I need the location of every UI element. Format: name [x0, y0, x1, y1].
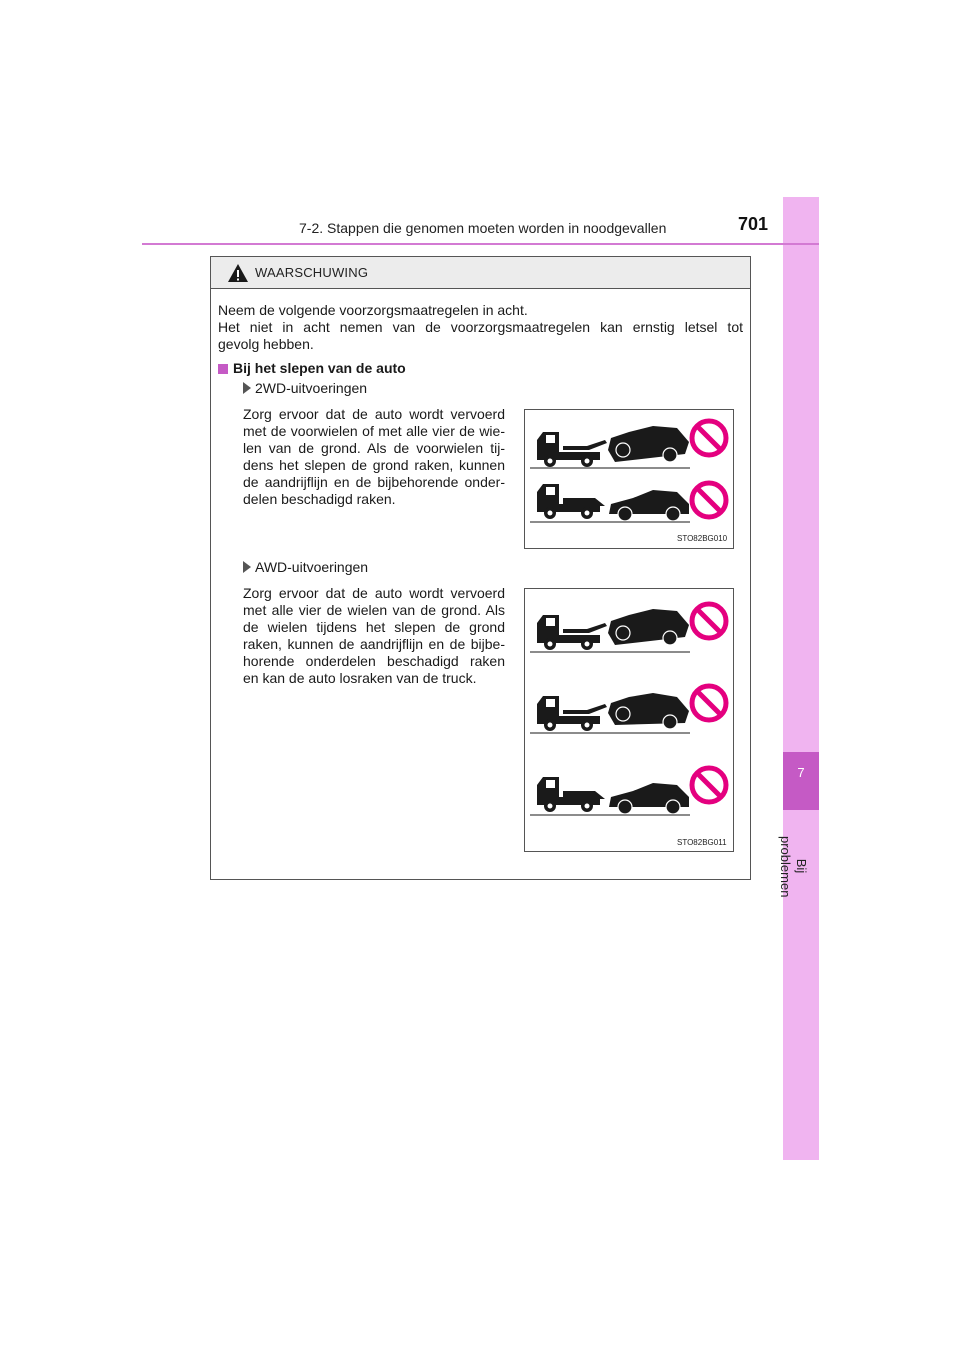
bullet-awd — [243, 559, 368, 575]
text-awd-line: horende onderdelen beschadigd raken — [243, 653, 505, 669]
square-bullet-icon — [218, 364, 228, 374]
text-2wd-line: len van de grond. Als de voorwielen tij- — [243, 440, 505, 456]
chapter-tab-strip — [778, 197, 819, 1160]
text-2wd-line: met de voorwielen of met alle vier de wie- — [243, 423, 505, 439]
text-awd-line: en kan de auto losraken van de truck. — [243, 670, 477, 686]
bullet-2wd — [243, 380, 367, 396]
prohibition-icon-awd-row-3 — [692, 768, 726, 802]
towing-2wd-illustration — [525, 410, 733, 548]
warning-triangle-icon — [227, 263, 249, 283]
triangle-bullet-icon — [243, 382, 251, 394]
text-2wd-line: de aandrijflijn en de bijbehorende onder- — [243, 474, 505, 490]
figure-code-2wd: STO82BG010 — [677, 534, 728, 543]
figure-2wd — [524, 409, 734, 549]
intro-line-2a: Het niet in acht nemen van de voorzorgsmaatregelen kan ernstig letsel tot — [218, 319, 743, 335]
text-awd-line: raken, kunnen de aandrijflijn en de bijbe- — [243, 636, 505, 652]
header-rule — [142, 243, 819, 245]
figure-code-awd: STO82BG011 — [677, 838, 727, 847]
text-awd-line: de wielen tijdens het slepen de grond — [243, 619, 505, 635]
tow-truck-row-2 — [530, 484, 690, 522]
tow-truck-awd-row-3 — [530, 777, 690, 815]
tow-truck-awd-row-1 — [530, 609, 690, 652]
prohibition-icon-awd-row-1 — [692, 604, 726, 638]
intro-line-1: Neem de volgende voorzorgsmaatregelen in acht. — [218, 302, 528, 318]
prohibition-icon-row-1 — [692, 421, 726, 455]
warning-box — [210, 256, 751, 880]
bullet-awd-text: AWD-uitvoeringen — [255, 559, 369, 575]
warning-title: WAARSCHUWING — [255, 265, 369, 280]
bullet-2wd-text: 2WD-uitvoeringen — [255, 380, 368, 396]
text-2wd-line: dens het slepen de grond raken, kunnen — [243, 457, 505, 473]
text-2wd-line: Zorg ervoor dat de auto wordt vervoerd — [243, 406, 505, 422]
warning-header — [211, 257, 750, 289]
prohibition-icon-awd-row-2 — [692, 686, 726, 720]
section-header: 7-2. Stappen die genomen moeten worden in noodgevallen — [299, 220, 667, 236]
prohibition-icon-row-2 — [692, 483, 726, 517]
section-heading — [218, 360, 406, 376]
section-heading-text: Bij het slepen van de auto — [233, 360, 406, 376]
chapter-number-box — [783, 752, 819, 810]
intro-line-2b: gevolg hebben. — [218, 336, 314, 352]
tow-truck-row-1 — [530, 426, 690, 468]
text-2wd-line: delen beschadigd raken. — [243, 491, 396, 507]
towing-awd-illustration — [525, 589, 733, 851]
tow-truck-awd-row-2 — [530, 693, 690, 733]
text-awd-line: Zorg ervoor dat de auto wordt vervoerd — [243, 585, 505, 601]
chapter-number: 7 — [797, 765, 805, 780]
figure-awd — [524, 588, 734, 852]
text-awd-line: met alle vier de wielen van de grond. Als — [243, 602, 505, 618]
page-number: 701 — [738, 214, 769, 234]
chapter-title: Bij problemen — [778, 836, 809, 898]
triangle-bullet-icon — [243, 561, 251, 573]
